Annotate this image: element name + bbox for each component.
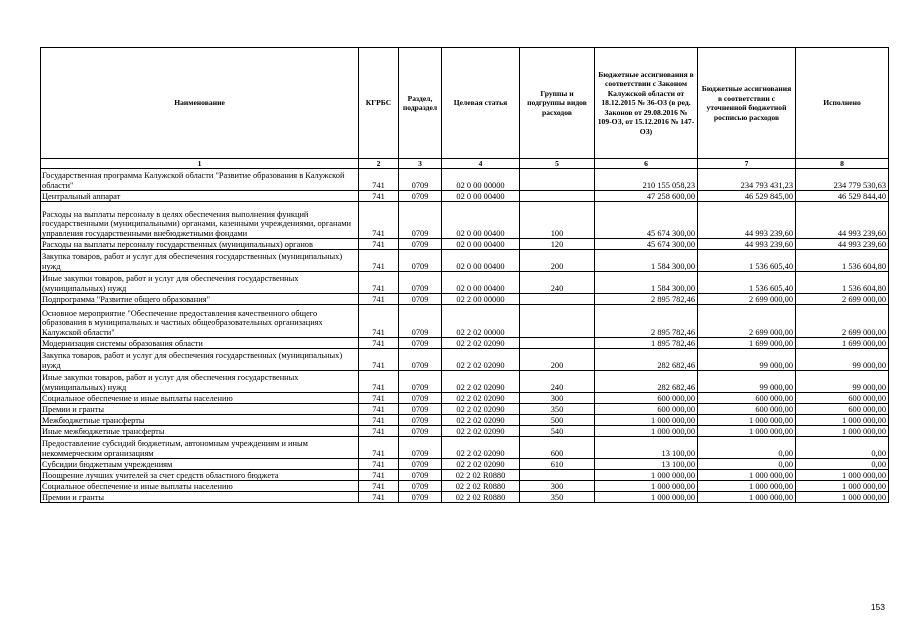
column-number: 8 [796, 159, 889, 169]
cell-section: 0709 [399, 459, 442, 470]
cell-section: 0709 [399, 492, 442, 503]
cell-target-article: 02 0 00 00400 [442, 202, 520, 239]
header-name: Наименование [41, 48, 359, 159]
cell-section: 0709 [399, 404, 442, 415]
cell-schedule-allocations: 99 000,00 [698, 349, 796, 371]
cell-expense-group [520, 169, 595, 191]
cell-law-allocations: 282 682,46 [595, 349, 698, 371]
table-row [41, 459, 889, 470]
header-executed: Исполнено [796, 48, 889, 159]
cell-section: 0709 [399, 393, 442, 404]
table-body [41, 169, 889, 503]
table-row [41, 481, 889, 492]
budget-execution-sheet [40, 47, 888, 503]
cell-executed: 600 000,00 [796, 393, 889, 404]
header-section: Раздел, подраздел [399, 48, 442, 159]
cell-law-allocations: 600 000,00 [595, 404, 698, 415]
cell-schedule-allocations: 1 536 605,40 [698, 250, 796, 272]
cell-section: 0709 [399, 250, 442, 272]
header-schedule-allocations: Бюджетные ассигнования в соответствии с уточненной бюджетной росписью расходов [698, 48, 796, 159]
cell-schedule-allocations: 2 699 000,00 [698, 294, 796, 305]
cell-name: Расходы на выплаты персоналу государственных (муниципальных) органов [41, 239, 359, 250]
cell-executed: 1 699 000,00 [796, 338, 889, 349]
cell-name: Закупка товаров, работ и услуг для обеспечения государственных (муниципальных) нужд [41, 250, 359, 272]
table-row [41, 338, 889, 349]
cell-name: Социальное обеспечение и иные выплаты населению [41, 393, 359, 404]
cell-expense-group: 610 [520, 459, 595, 470]
cell-schedule-allocations: 46 529 845,00 [698, 191, 796, 202]
cell-name: Подпрограмма "Развитие общего образования" [41, 294, 359, 305]
cell-kgrbs: 741 [359, 250, 399, 272]
cell-section: 0709 [399, 481, 442, 492]
cell-expense-group [520, 191, 595, 202]
cell-target-article: 02 2 02 02090 [442, 393, 520, 404]
cell-section: 0709 [399, 239, 442, 250]
cell-executed: 99 000,00 [796, 371, 889, 393]
cell-executed: 1 000 000,00 [796, 426, 889, 437]
cell-target-article: 02 2 02 02090 [442, 349, 520, 371]
cell-target-article: 02 2 00 00000 [442, 294, 520, 305]
cell-law-allocations: 1 000 000,00 [595, 470, 698, 481]
cell-name: Иные закупки товаров, работ и услуг для обеспечения государственных (муниципальных) нужд [41, 371, 359, 393]
cell-kgrbs: 741 [359, 481, 399, 492]
cell-section: 0709 [399, 371, 442, 393]
cell-executed: 99 000,00 [796, 349, 889, 371]
cell-law-allocations: 45 674 300,00 [595, 239, 698, 250]
cell-schedule-allocations: 1 000 000,00 [698, 481, 796, 492]
cell-executed: 44 993 239,60 [796, 202, 889, 239]
cell-target-article: 02 2 02 02090 [442, 415, 520, 426]
cell-kgrbs: 741 [359, 371, 399, 393]
cell-executed: 2 699 000,00 [796, 305, 889, 338]
cell-expense-group: 350 [520, 404, 595, 415]
cell-name: Иные закупки товаров, работ и услуг для обеспечения государственных (муниципальных) нужд [41, 272, 359, 294]
cell-law-allocations: 1 584 300,00 [595, 250, 698, 272]
cell-name: Премии и гранты [41, 492, 359, 503]
column-number: 2 [359, 159, 399, 169]
cell-law-allocations: 2 895 782,46 [595, 305, 698, 338]
cell-kgrbs: 741 [359, 415, 399, 426]
cell-executed: 1 536 604,80 [796, 272, 889, 294]
header-target-article: Целевая статья [442, 48, 520, 159]
cell-kgrbs: 741 [359, 294, 399, 305]
cell-expense-group: 240 [520, 272, 595, 294]
cell-law-allocations: 1 000 000,00 [595, 481, 698, 492]
table-row [41, 202, 889, 239]
cell-target-article: 02 0 00 00400 [442, 272, 520, 294]
cell-kgrbs: 741 [359, 169, 399, 191]
table-row [41, 239, 889, 250]
cell-executed: 0,00 [796, 459, 889, 470]
column-number: 1 [41, 159, 359, 169]
cell-target-article: 02 2 02 02090 [442, 371, 520, 393]
column-number: 3 [399, 159, 442, 169]
cell-schedule-allocations: 1 536 605,40 [698, 272, 796, 294]
cell-target-article: 02 2 02 02090 [442, 437, 520, 459]
cell-law-allocations: 1 000 000,00 [595, 492, 698, 503]
cell-expense-group: 120 [520, 239, 595, 250]
cell-section: 0709 [399, 470, 442, 481]
cell-target-article: 02 0 00 00400 [442, 239, 520, 250]
cell-kgrbs: 741 [359, 272, 399, 294]
table-row [41, 371, 889, 393]
cell-kgrbs: 741 [359, 338, 399, 349]
cell-name: Центральный аппарат [41, 191, 359, 202]
cell-schedule-allocations: 1 000 000,00 [698, 426, 796, 437]
header-law-allocations: Бюджетные ассигнования в соответствии с Законом Калужской области от 18.12.2015 № 36-ОЗ (в ред. Законов от 29.08.2016 № 109-ОЗ, от 15.12.2016 № 147-ОЗ) [595, 48, 698, 159]
cell-name: Модернизация системы образования области [41, 338, 359, 349]
cell-schedule-allocations: 1 000 000,00 [698, 415, 796, 426]
cell-expense-group: 200 [520, 250, 595, 272]
table-row [41, 393, 889, 404]
cell-schedule-allocations: 44 993 239,60 [698, 202, 796, 239]
table-row [41, 272, 889, 294]
cell-executed: 0,00 [796, 437, 889, 459]
cell-expense-group: 100 [520, 202, 595, 239]
cell-schedule-allocations: 99 000,00 [698, 371, 796, 393]
cell-expense-group: 240 [520, 371, 595, 393]
table-row [41, 305, 889, 338]
cell-target-article: 02 0 00 00400 [442, 250, 520, 272]
cell-executed: 234 779 530,63 [796, 169, 889, 191]
cell-kgrbs: 741 [359, 426, 399, 437]
cell-executed: 1 000 000,00 [796, 470, 889, 481]
cell-law-allocations: 1 895 782,46 [595, 338, 698, 349]
cell-expense-group: 540 [520, 426, 595, 437]
cell-section: 0709 [399, 426, 442, 437]
cell-law-allocations: 282 682,46 [595, 371, 698, 393]
cell-target-article: 02 0 00 00000 [442, 169, 520, 191]
cell-section: 0709 [399, 294, 442, 305]
cell-schedule-allocations: 600 000,00 [698, 404, 796, 415]
cell-name: Закупка товаров, работ и услуг для обеспечения государственных (муниципальных) нужд [41, 349, 359, 371]
cell-expense-group: 600 [520, 437, 595, 459]
cell-expense-group [520, 305, 595, 338]
cell-kgrbs: 741 [359, 404, 399, 415]
cell-executed: 2 699 000,00 [796, 294, 889, 305]
cell-section: 0709 [399, 415, 442, 426]
table-row [41, 426, 889, 437]
cell-schedule-allocations: 1 000 000,00 [698, 492, 796, 503]
cell-schedule-allocations: 0,00 [698, 437, 796, 459]
table-row [41, 349, 889, 371]
cell-section: 0709 [399, 349, 442, 371]
cell-section: 0709 [399, 202, 442, 239]
cell-law-allocations: 1 584 300,00 [595, 272, 698, 294]
cell-law-allocations: 13 100,00 [595, 437, 698, 459]
cell-kgrbs: 741 [359, 202, 399, 239]
cell-executed: 46 529 844,40 [796, 191, 889, 202]
cell-executed: 1 000 000,00 [796, 481, 889, 492]
cell-kgrbs: 741 [359, 393, 399, 404]
cell-executed: 600 000,00 [796, 404, 889, 415]
cell-expense-group [520, 338, 595, 349]
cell-law-allocations: 2 895 782,46 [595, 294, 698, 305]
cell-target-article: 02 2 02 00000 [442, 305, 520, 338]
cell-name: Иные межбюджетные трансферты [41, 426, 359, 437]
cell-expense-group: 300 [520, 393, 595, 404]
cell-kgrbs: 741 [359, 492, 399, 503]
cell-schedule-allocations: 1 699 000,00 [698, 338, 796, 349]
header-kgrbs: КГРБС [359, 48, 399, 159]
cell-executed: 1 000 000,00 [796, 492, 889, 503]
cell-name: Расходы на выплаты персоналу в целях обеспечения выполнения функций государственными (муниципальными) органами, казенными учреждениями, органами управления государственными внебюджетными фондами [41, 202, 359, 239]
cell-executed: 44 993 239,60 [796, 239, 889, 250]
cell-executed: 1 536 604,80 [796, 250, 889, 272]
column-number-row [41, 159, 889, 169]
cell-target-article: 02 2 02 R0880 [442, 481, 520, 492]
table-row [41, 294, 889, 305]
table-row [41, 191, 889, 202]
page-number: 153 [870, 602, 885, 612]
cell-law-allocations: 600 000,00 [595, 393, 698, 404]
cell-expense-group: 300 [520, 481, 595, 492]
cell-kgrbs: 741 [359, 470, 399, 481]
cell-section: 0709 [399, 169, 442, 191]
column-number: 5 [520, 159, 595, 169]
cell-section: 0709 [399, 305, 442, 338]
cell-kgrbs: 741 [359, 459, 399, 470]
cell-law-allocations: 1 000 000,00 [595, 426, 698, 437]
table-row [41, 250, 889, 272]
table-row [41, 437, 889, 459]
cell-expense-group: 500 [520, 415, 595, 426]
cell-schedule-allocations: 44 993 239,60 [698, 239, 796, 250]
cell-kgrbs: 741 [359, 349, 399, 371]
cell-expense-group [520, 470, 595, 481]
table-header [41, 48, 889, 169]
cell-target-article: 02 2 02 R0880 [442, 470, 520, 481]
cell-kgrbs: 741 [359, 239, 399, 250]
column-number: 7 [698, 159, 796, 169]
cell-name: Социальное обеспечение и иные выплаты населению [41, 481, 359, 492]
cell-law-allocations: 210 155 058,23 [595, 169, 698, 191]
cell-schedule-allocations: 0,00 [698, 459, 796, 470]
cell-law-allocations: 47 258 600,00 [595, 191, 698, 202]
table-row [41, 169, 889, 191]
cell-name: Государственная программа Калужской области "Развитие образования в Калужской области" [41, 169, 359, 191]
cell-schedule-allocations: 2 699 000,00 [698, 305, 796, 338]
cell-name: Межбюджетные трансферты [41, 415, 359, 426]
column-number: 6 [595, 159, 698, 169]
cell-kgrbs: 741 [359, 191, 399, 202]
cell-name: Поощрение лучших учителей за счет средств областного бюджета [41, 470, 359, 481]
cell-section: 0709 [399, 272, 442, 294]
cell-law-allocations: 1 000 000,00 [595, 415, 698, 426]
column-number: 4 [442, 159, 520, 169]
cell-schedule-allocations: 1 000 000,00 [698, 470, 796, 481]
header-expense-group: Группы и подгруппы видов расходов [520, 48, 595, 159]
cell-executed: 1 000 000,00 [796, 415, 889, 426]
cell-target-article: 02 2 02 R0880 [442, 492, 520, 503]
cell-target-article: 02 2 02 02090 [442, 338, 520, 349]
cell-name: Основное мероприятие "Обеспечение предоставления качественного общего образования в муниципальных и частных общеобразовательных организациях Калужской области" [41, 305, 359, 338]
table-row [41, 404, 889, 415]
cell-schedule-allocations: 234 793 431,23 [698, 169, 796, 191]
cell-section: 0709 [399, 437, 442, 459]
cell-name: Премии и гранты [41, 404, 359, 415]
budget-table [40, 47, 889, 503]
cell-section: 0709 [399, 191, 442, 202]
cell-kgrbs: 741 [359, 305, 399, 338]
cell-section: 0709 [399, 338, 442, 349]
cell-target-article: 02 2 02 02090 [442, 426, 520, 437]
cell-target-article: 02 2 02 02090 [442, 459, 520, 470]
cell-name: Субсидии бюджетным учреждениям [41, 459, 359, 470]
cell-target-article: 02 2 02 02090 [442, 404, 520, 415]
table-row [41, 492, 889, 503]
cell-target-article: 02 0 00 00400 [442, 191, 520, 202]
cell-expense-group: 200 [520, 349, 595, 371]
table-row [41, 415, 889, 426]
cell-name: Предоставление субсидий бюджетным, автономным учреждениям и иным некоммерческим организациям [41, 437, 359, 459]
table-row [41, 470, 889, 481]
cell-law-allocations: 45 674 300,00 [595, 202, 698, 239]
cell-schedule-allocations: 600 000,00 [698, 393, 796, 404]
cell-law-allocations: 13 100,00 [595, 459, 698, 470]
cell-kgrbs: 741 [359, 437, 399, 459]
cell-expense-group: 350 [520, 492, 595, 503]
cell-expense-group [520, 294, 595, 305]
